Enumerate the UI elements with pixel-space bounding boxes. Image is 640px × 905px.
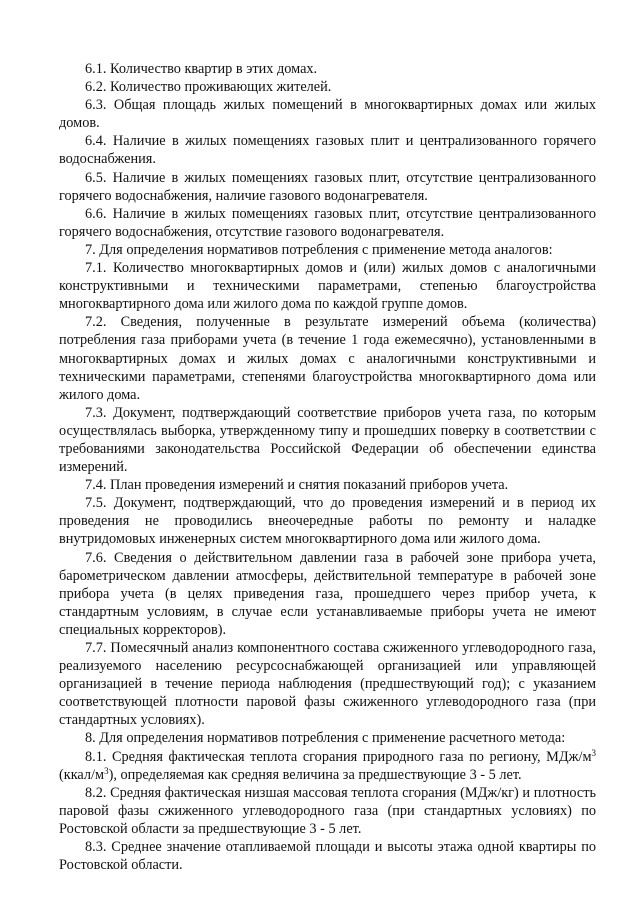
paragraph-6-1: 6.1. Количество квартир в этих домах. (85, 61, 318, 77)
paragraph-6-5: 6.5. Наличие в жилых помещениях газовых плит, отсутствие централизованного горячего водоснабжения, наличие газового водонагревателя. (59, 169, 596, 204)
paragraph-8-1 (59, 748, 596, 784)
paragraph-8: 8. Для определения нормативов потребления с применение расчетного метода: (85, 730, 566, 747)
paragraph-7-1: 7.1. Количество многоквартирных домов и (или) жилых домов с аналогичными конструктивными и техническими параметрами, степенью благоустройства многоквартирного дома или жилого дома по каждой группе домов. (59, 260, 596, 313)
paragraph-8-3: 8.3. Среднее значение отапливаемой площади и высоты этажа одной квартиры по Ростовской области. (59, 839, 596, 874)
paragraph-7-4: 7.4. План проведения измерений и снятия показаний приборов учета. (85, 477, 509, 494)
paragraph-6-4: 6.4. Наличие в жилых помещениях газовых плит и централизованного горячего водоснабжения. (59, 133, 596, 168)
superscript-cubic: 3 (591, 747, 596, 758)
superscript-cubic: 3 (104, 765, 109, 776)
paragraph-8-1-text-c: ), определяемая как средняя величина за предшествующие 3 - 5 лет. (108, 766, 522, 783)
paragraph-6-2: 6.2. Количество проживающих жителей. (85, 79, 332, 96)
paragraph-6-3: 6.3. Общая площадь жилых помещений в многоквартирных домах или жилых домов. (59, 97, 596, 132)
paragraph-8-1-text-b: (ккал/м (59, 766, 105, 783)
paragraph-6-6: 6.6. Наличие в жилых помещениях газовых плит, отсутствие централизованного горячего водоснабжения, отсутствие газового водонагревателя. (59, 205, 596, 240)
document-page (59, 60, 596, 874)
paragraph-7: 7. Для определения нормативов потребления с применение метода аналогов: (85, 241, 553, 258)
paragraph-7-5: 7.5. Документ, подтверждающий, что до проведения измерений и в период их проведения не проводились внеочередные работы по ремонту и наладке внутридомовых инженерных систем многоквартирного дома или жилого дома. (59, 495, 596, 548)
paragraph-7-6: 7.6. Сведения о действительном давлении газа в рабочей зоне прибора учета, барометрическом давлении атмосферы, действительной температуре в рабочей зоне прибора учета (в целях приведения газа, прошедшего через прибор учета, к стандартным условиям, в случае если устанавливаемые приборы учета не имеют специальных корректоров). (59, 549, 596, 638)
paragraph-8-1-text-a: 8.1. Средняя фактическая теплота сгорания природного газа по региону, МДж/м (85, 748, 592, 765)
paragraph-8-2: 8.2. Средняя фактическая низшая массовая теплота сгорания (МДж/кг) и плотность паровой фазы сжиженного углеводородного газа (при стандартных условиях) по Ростовской области за предшествующие 3 - 5 лет. (59, 784, 596, 837)
paragraph-7-3: 7.3. Документ, подтверждающий соответствие приборов учета газа, по которым осуществлялась выборка, утвержденному типу и прошедших поверку в соответствии с требованиями законодательства Российской Федерации об обеспечении единства измерений. (59, 404, 596, 476)
paragraph-7-7: 7.7. Помесячный анализ компонентного состава сжиженного углеводородного газа, реализуемого населению ресурсоснабжающей организацией или управляющей организацией в течение периода наблюдения (предшествующий год); с указанием соответствующей плотности паровой фазы сжиженного углеводородного газа (при стандартных условиях). (59, 640, 596, 729)
paragraph-7-2: 7.2. Сведения, полученные в результате измерений объема (количества) потребления газа приборами учета (в течение 1 года ежемесячно), установленными в многоквартирных домах и жилых домах с аналогичными конструктивными и техническими параметрами, степенями благоустройства многоквартирного дома или жилого дома. (59, 314, 596, 403)
